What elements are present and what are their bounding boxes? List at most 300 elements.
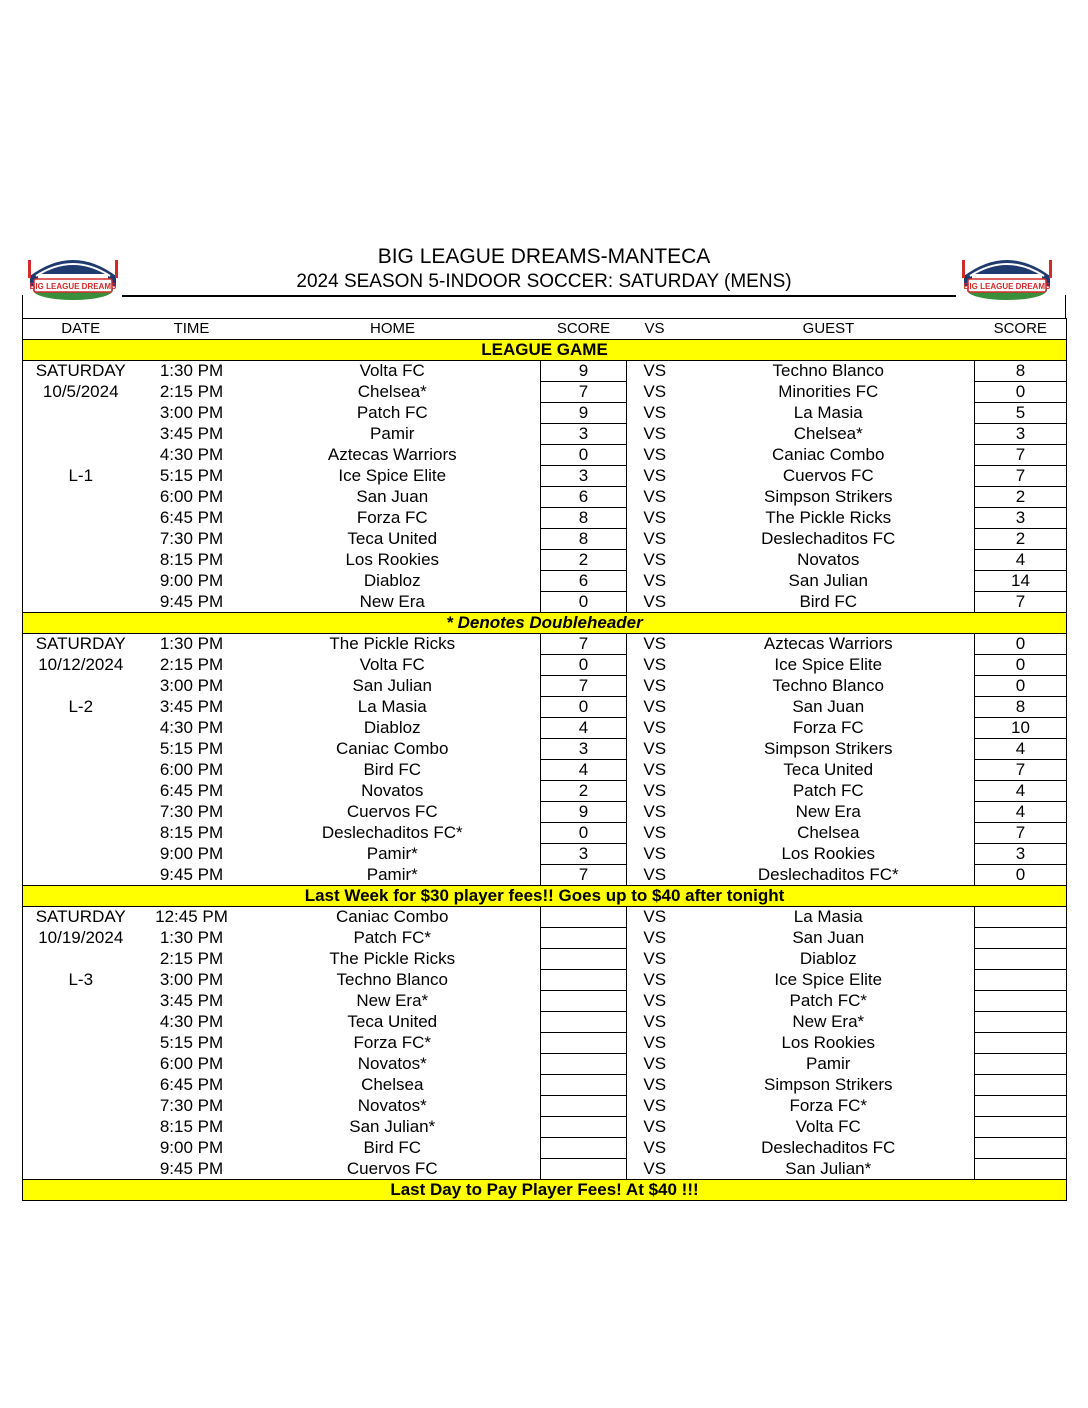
game-row — [23, 697, 1067, 718]
home-team: New Era* — [356, 991, 429, 1010]
home-team: San Julian* — [349, 1117, 436, 1136]
game-row — [23, 508, 1067, 529]
game-time: 1:30 PM — [159, 634, 224, 654]
game-row — [23, 1159, 1067, 1180]
col-vs: VS — [627, 319, 683, 340]
guest-team: Ice Spice Elite — [774, 970, 883, 989]
game-row — [23, 550, 1067, 571]
game-date — [23, 1138, 139, 1159]
guest-team: Chelsea* — [793, 424, 863, 443]
vs-label: VS — [643, 529, 667, 548]
home-team: Deslechaditos FC* — [321, 823, 463, 842]
guest-score: 5 — [975, 403, 1067, 424]
game-row — [23, 676, 1067, 697]
guest-team: Cuervos FC — [782, 466, 874, 485]
guest-team: Teca United — [783, 760, 874, 779]
home-team: Pamir — [370, 424, 415, 443]
vs-label: VS — [643, 1033, 667, 1052]
game-row — [23, 1096, 1067, 1117]
vs-label: VS — [643, 970, 667, 989]
home-score: 3 — [541, 844, 627, 865]
vs-label: VS — [643, 591, 667, 611]
guest-score: 0 — [975, 865, 1067, 886]
guest-team: Volta FC — [795, 1117, 861, 1136]
home-team: Patch FC* — [353, 928, 431, 947]
guest-score: 4 — [975, 739, 1067, 760]
home-score: 9 — [541, 361, 627, 382]
vs-label: VS — [643, 676, 667, 695]
guest-team: La Masia — [793, 907, 863, 927]
game-row — [23, 970, 1067, 991]
vs-label: VS — [643, 1012, 667, 1031]
guest-score — [975, 1033, 1067, 1054]
guest-team: San Julian* — [683, 1159, 975, 1180]
game-time: 2:15 PM — [159, 949, 224, 968]
game-time: 6:00 PM — [159, 1054, 224, 1073]
home-team: Novatos — [361, 781, 424, 800]
home-score — [541, 928, 627, 949]
guest-team: Ice Spice Elite — [774, 655, 883, 674]
game-date — [23, 1033, 139, 1054]
home-team: The Pickle Ricks — [329, 949, 456, 968]
home-score — [541, 1138, 627, 1159]
header-rule — [122, 295, 956, 297]
vs-label: VS — [643, 760, 667, 779]
guest-team: New Era — [795, 802, 861, 821]
game-row — [23, 592, 1067, 613]
game-row — [23, 865, 1067, 886]
game-time: 6:45 PM — [159, 781, 224, 800]
game-row — [23, 1117, 1067, 1138]
guest-team: Aztecas Warriors — [763, 634, 893, 654]
svg-text:BIG LEAGUE DREAMS: BIG LEAGUE DREAMS — [963, 282, 1051, 291]
game-time: 5:15 PM — [159, 466, 224, 485]
home-team: Caniac Combo — [336, 907, 449, 927]
banner-doubleheader — [23, 613, 1067, 634]
game-time: 7:30 PM — [159, 1096, 224, 1115]
guest-score: 8 — [975, 361, 1067, 382]
vs-label: VS — [643, 487, 667, 506]
guest-team: Deslechaditos FC — [761, 529, 896, 548]
home-score: 8 — [541, 529, 627, 550]
home-score: 0 — [541, 823, 627, 844]
vs-label: VS — [643, 403, 667, 422]
game-date: 10/12/2024 — [23, 655, 139, 676]
home-team: Bird FC — [363, 1138, 422, 1157]
home-team: Novatos* — [357, 1096, 427, 1115]
schedule-table — [22, 318, 1067, 1201]
guest-team: Minorities FC — [778, 382, 879, 401]
game-row — [23, 739, 1067, 760]
guest-score: 2 — [975, 529, 1067, 550]
game-time: 3:45 PM — [159, 424, 224, 443]
guest-team: Deslechaditos FC — [761, 1138, 896, 1157]
vs-label: VS — [643, 634, 667, 654]
home-score: 9 — [541, 403, 627, 424]
game-date — [23, 1159, 139, 1180]
guest-score — [975, 1117, 1067, 1138]
guest-score: 7 — [975, 760, 1067, 781]
home-team: Forza FC — [356, 508, 428, 527]
game-time: 9:45 PM — [159, 864, 224, 884]
col-guest: GUEST — [683, 319, 975, 340]
guest-team: Techno Blanco — [772, 361, 885, 381]
schedule-body — [23, 319, 1067, 1201]
game-row — [23, 1138, 1067, 1159]
home-team: Pamir* — [366, 844, 418, 863]
game-row — [23, 991, 1067, 1012]
home-team: Ice Spice Elite — [338, 466, 447, 485]
game-row — [23, 382, 1067, 403]
home-team: Forza FC* — [353, 1033, 431, 1052]
home-score: 3 — [541, 466, 627, 487]
guest-team: San Julian — [788, 571, 868, 590]
game-time: 9:45 PM — [159, 591, 224, 611]
game-time: 5:15 PM — [159, 1033, 224, 1052]
game-time: 6:45 PM — [159, 1075, 224, 1094]
game-row — [23, 424, 1067, 445]
guest-team: Los Rookies — [781, 1033, 876, 1052]
home-score: 6 — [541, 487, 627, 508]
game-time: 4:30 PM — [159, 718, 224, 737]
home-team: The Pickle Ricks — [329, 634, 456, 654]
vs-label: VS — [643, 655, 667, 674]
home-team: Pamir* — [366, 864, 418, 884]
game-time: 9:00 PM — [159, 571, 224, 590]
game-date — [23, 1096, 139, 1117]
home-team: Patch FC — [356, 403, 428, 422]
guest-score: 7 — [975, 592, 1067, 613]
game-row — [23, 928, 1067, 949]
col-home-score: SCORE — [541, 319, 627, 340]
game-row — [23, 781, 1067, 802]
game-date: SATURDAY — [23, 361, 139, 382]
guest-score — [975, 907, 1067, 928]
guest-team: Pamir — [806, 1054, 851, 1073]
game-row — [23, 907, 1067, 928]
game-date — [23, 508, 139, 529]
vs-label: VS — [643, 823, 667, 842]
guest-team: La Masia — [793, 403, 863, 422]
home-score: 3 — [541, 424, 627, 445]
guest-score: 4 — [975, 802, 1067, 823]
guest-team: The Pickle Ricks — [765, 508, 892, 527]
guest-score: 0 — [975, 382, 1067, 403]
game-date: L-3 — [23, 970, 139, 991]
guest-score: 7 — [975, 445, 1067, 466]
guest-score — [975, 1096, 1067, 1117]
guest-team: Forza FC* — [789, 1096, 867, 1115]
home-team: Diabloz — [363, 718, 421, 737]
guest-score — [975, 928, 1067, 949]
game-row — [23, 571, 1067, 592]
home-score — [541, 907, 627, 928]
home-team: Teca United — [347, 529, 438, 548]
home-team: Aztecas Warriors — [327, 445, 457, 464]
home-score — [541, 1054, 627, 1075]
game-date — [23, 403, 139, 424]
game-time: 9:00 PM — [159, 844, 224, 863]
game-time: 3:45 PM — [159, 991, 224, 1010]
vs-label: VS — [643, 781, 667, 800]
game-time: 4:30 PM — [159, 1012, 224, 1031]
guest-score: 3 — [975, 844, 1067, 865]
vs-label: VS — [643, 1075, 667, 1094]
home-team: Bird FC — [363, 760, 422, 779]
game-row — [23, 760, 1067, 781]
column-header-row — [23, 319, 1067, 340]
guest-score: 0 — [975, 655, 1067, 676]
game-date — [23, 571, 139, 592]
guest-score: 0 — [975, 634, 1067, 655]
banner-text: Last Day to Pay Player Fees! At $40 !!! — [23, 1180, 1067, 1201]
home-team: New Era — [359, 591, 425, 611]
game-date — [23, 760, 139, 781]
game-time: 12:45 PM — [155, 907, 228, 927]
guest-team: Simpson Strikers — [764, 487, 893, 506]
guest-score: 2 — [975, 487, 1067, 508]
guest-score: 7 — [975, 823, 1067, 844]
game-time: 3:00 PM — [159, 970, 224, 989]
guest-score: 8 — [975, 697, 1067, 718]
home-team: Caniac Combo — [336, 739, 449, 758]
home-score: 0 — [541, 445, 627, 466]
home-score: 7 — [541, 865, 627, 886]
home-score — [541, 1012, 627, 1033]
guest-team: Chelsea — [797, 823, 860, 842]
guest-team: Patch FC* — [789, 991, 867, 1010]
home-team: Cuervos FC — [346, 802, 438, 821]
guest-team: Diabloz — [799, 949, 857, 968]
home-score — [541, 970, 627, 991]
game-time: 9:45 PM — [139, 1159, 245, 1180]
guest-team: Simpson Strikers — [764, 739, 893, 758]
game-time: 8:15 PM — [159, 550, 224, 569]
home-score: 3 — [541, 739, 627, 760]
home-team: La Masia — [357, 697, 427, 716]
game-date: L-1 — [23, 466, 139, 487]
guest-team: Los Rookies — [781, 844, 876, 863]
home-score: 2 — [541, 550, 627, 571]
game-date — [23, 424, 139, 445]
game-date — [23, 487, 139, 508]
game-row — [23, 844, 1067, 865]
game-date — [23, 1075, 139, 1096]
guest-team: Deslechaditos FC* — [757, 864, 899, 884]
vs-label: VS — [643, 571, 667, 590]
game-time: 2:15 PM — [159, 382, 224, 401]
vs-label: VS — [643, 739, 667, 758]
game-date — [23, 718, 139, 739]
vs-label: VS — [643, 907, 667, 927]
vs-label: VS — [643, 466, 667, 485]
home-score: 7 — [541, 382, 627, 403]
col-guest-score: SCORE — [975, 319, 1067, 340]
vs-label: VS — [643, 697, 667, 716]
guest-team: Patch FC — [792, 781, 864, 800]
guest-score — [975, 949, 1067, 970]
game-row — [23, 445, 1067, 466]
vs-label: VS — [643, 1117, 667, 1136]
home-team: San Julian — [352, 676, 432, 695]
home-team: Los Rookies — [345, 550, 440, 569]
guest-team: Simpson Strikers — [764, 1075, 893, 1094]
game-time: 7:30 PM — [159, 802, 224, 821]
col-time: TIME — [139, 319, 245, 340]
game-date — [23, 1117, 139, 1138]
guest-score: 3 — [975, 508, 1067, 529]
home-score — [541, 1096, 627, 1117]
game-date — [23, 1054, 139, 1075]
guest-score: 7 — [975, 466, 1067, 487]
guest-score: 3 — [975, 424, 1067, 445]
game-time: 6:45 PM — [159, 508, 224, 527]
game-row — [23, 1075, 1067, 1096]
guest-score: 14 — [975, 571, 1067, 592]
game-row — [23, 1033, 1067, 1054]
banner-text: Last Week for $30 player fees!! Goes up to $40 after tonight — [23, 886, 1067, 907]
home-score: 4 — [541, 718, 627, 739]
vs-label: VS — [643, 445, 667, 464]
page-title: BIG LEAGUE DREAMS-MANTECA — [377, 245, 711, 268]
home-team: Techno Blanco — [336, 970, 449, 989]
home-team: Chelsea — [361, 1075, 424, 1094]
game-date — [23, 739, 139, 760]
vs-label: VS — [643, 991, 667, 1010]
game-row — [23, 634, 1067, 655]
game-time: 4:30 PM — [159, 445, 224, 464]
game-date — [23, 802, 139, 823]
game-date — [23, 949, 139, 970]
game-date: 10/19/2024 — [23, 928, 139, 949]
game-date — [23, 865, 139, 886]
banner-text: LEAGUE GAME — [23, 340, 1067, 361]
game-row — [23, 466, 1067, 487]
guest-team: Caniac Combo — [772, 445, 885, 464]
game-date — [23, 844, 139, 865]
game-time: 2:15 PM — [159, 655, 224, 674]
vs-label: VS — [643, 550, 667, 569]
vs-label: VS — [643, 802, 667, 821]
guest-team: Forza FC — [792, 718, 864, 737]
game-row — [23, 361, 1067, 382]
home-team: Chelsea* — [357, 382, 427, 401]
game-date — [23, 550, 139, 571]
guest-score — [975, 1159, 1067, 1180]
header-rule-left-edge — [22, 295, 23, 319]
game-row — [23, 1054, 1067, 1075]
game-row — [23, 949, 1067, 970]
game-time: 9:00 PM — [159, 1138, 224, 1157]
home-score: 7 — [541, 676, 627, 697]
guest-score — [975, 1012, 1067, 1033]
vs-label: VS — [643, 844, 667, 863]
home-score: 6 — [541, 571, 627, 592]
game-date — [23, 445, 139, 466]
guest-team: Bird FC — [799, 591, 858, 611]
svg-text:BIG LEAGUE DREAMS: BIG LEAGUE DREAMS — [29, 282, 117, 291]
game-row — [23, 802, 1067, 823]
game-time: 1:30 PM — [159, 928, 224, 947]
home-score — [541, 1159, 627, 1180]
game-time: 5:15 PM — [159, 739, 224, 758]
guest-score: 0 — [975, 676, 1067, 697]
home-score — [541, 1117, 627, 1138]
home-score: 8 — [541, 508, 627, 529]
guest-score — [975, 1054, 1067, 1075]
game-date: SATURDAY — [23, 634, 139, 655]
home-team: Volta FC — [359, 361, 425, 381]
home-team: Novatos* — [357, 1054, 427, 1073]
banner-last-day — [23, 1180, 1067, 1201]
home-score: 0 — [541, 592, 627, 613]
game-row — [23, 529, 1067, 550]
vs-label: VS — [643, 718, 667, 737]
home-score: 0 — [541, 655, 627, 676]
home-score — [541, 1075, 627, 1096]
game-time: 3:45 PM — [159, 697, 224, 716]
vs-label: VS — [643, 949, 667, 968]
home-score: 4 — [541, 760, 627, 781]
game-date — [23, 592, 139, 613]
guest-team: San Juan — [792, 928, 865, 947]
game-date — [23, 781, 139, 802]
home-team: Cuervos FC — [245, 1159, 541, 1180]
guest-team: Novatos — [797, 550, 860, 569]
banner-last-week — [23, 886, 1067, 907]
home-score: 2 — [541, 781, 627, 802]
home-score — [541, 991, 627, 1012]
game-date — [23, 1012, 139, 1033]
home-score: 7 — [541, 634, 627, 655]
guest-team: Techno Blanco — [772, 676, 885, 695]
guest-team: San Juan — [792, 697, 865, 716]
guest-score: 4 — [975, 781, 1067, 802]
home-score — [541, 949, 627, 970]
vs-label: VS — [643, 508, 667, 527]
guest-score — [975, 1075, 1067, 1096]
home-team: Diabloz — [363, 571, 421, 590]
vs-label: VS — [643, 864, 667, 884]
vs-label: VS — [643, 361, 667, 381]
banner-text: * Denotes Doubleheader — [23, 613, 1067, 634]
home-team: Volta FC — [359, 655, 425, 674]
guest-team: New Era* — [792, 1012, 865, 1031]
vs-label: VS — [643, 1138, 667, 1157]
game-time: 8:15 PM — [159, 1117, 224, 1136]
game-date: L-2 — [23, 697, 139, 718]
game-time: 7:30 PM — [159, 529, 224, 548]
game-time: 3:00 PM — [159, 676, 224, 695]
col-home: HOME — [245, 319, 541, 340]
game-time: 6:00 PM — [159, 760, 224, 779]
col-date: DATE — [23, 319, 139, 340]
guest-score: 4 — [975, 550, 1067, 571]
game-row — [23, 487, 1067, 508]
game-date — [23, 529, 139, 550]
game-row — [23, 1012, 1067, 1033]
guest-score — [975, 970, 1067, 991]
page-subtitle: 2024 SEASON 5-INDOOR SOCCER: SATURDAY (MENS) — [296, 271, 792, 292]
game-date — [23, 676, 139, 697]
home-score: 9 — [541, 802, 627, 823]
game-time: 8:15 PM — [159, 823, 224, 842]
vs-label: VS — [643, 382, 667, 401]
game-time: 6:00 PM — [159, 487, 224, 506]
game-time: 3:00 PM — [159, 403, 224, 422]
game-date: 10/5/2024 — [23, 382, 139, 403]
game-date — [23, 991, 139, 1012]
